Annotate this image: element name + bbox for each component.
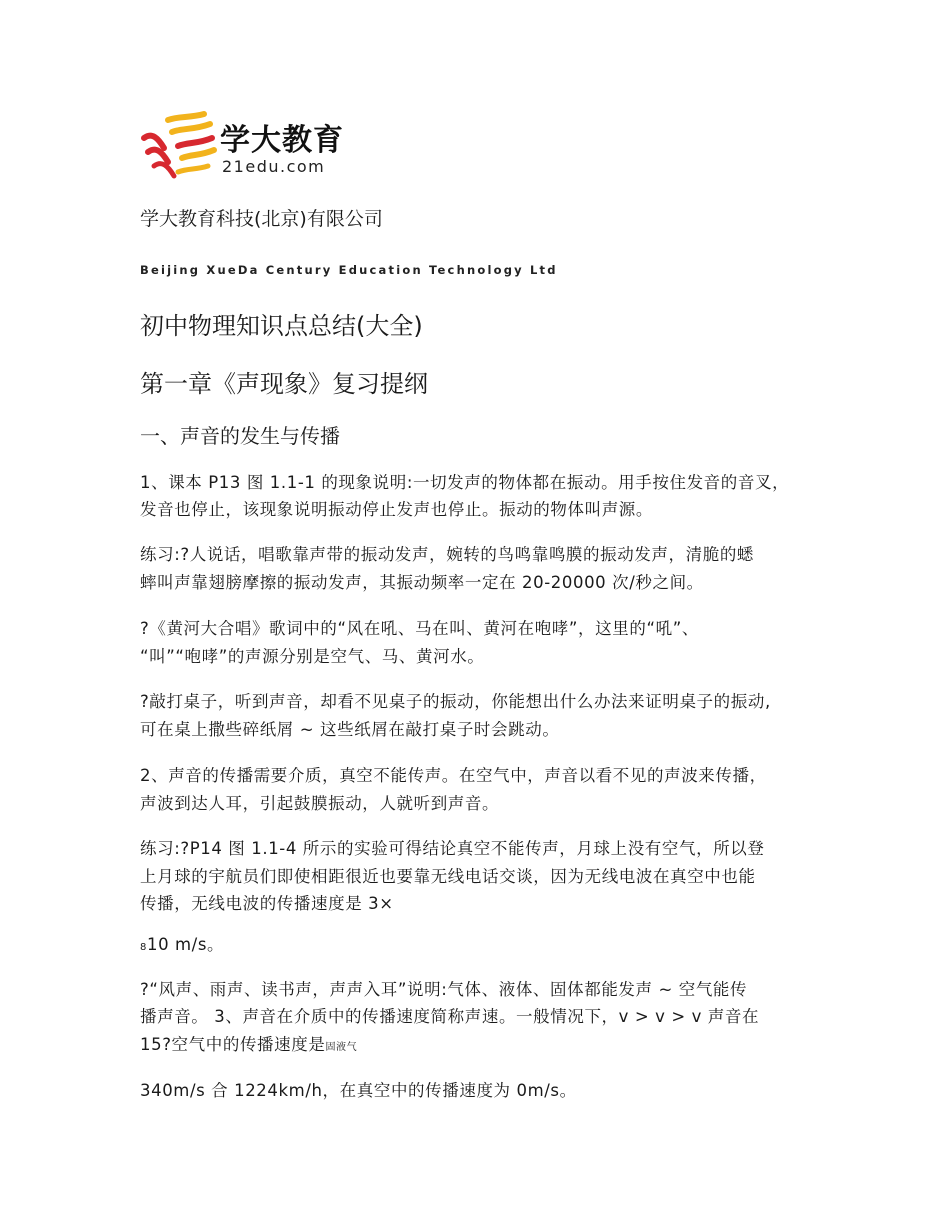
company-name-cn: 学大教育科技(北京)有限公司 bbox=[140, 208, 383, 230]
xueda-logo bbox=[138, 108, 358, 188]
chapter-title: 第一章《声现象》复习提纲 bbox=[140, 370, 428, 398]
paragraph-line: ?敲打桌子，听到声音，却看不见桌子的振动，你能想出什么办法来证明桌子的振动, bbox=[140, 692, 771, 711]
paragraph-line: “叫”“咆哮”的声源分别是空气、马、黄河水。 bbox=[140, 647, 485, 666]
paragraph-line: 340m/s 合 1224km/h，在真空中的传播速度为 0m/s。 bbox=[140, 1081, 577, 1100]
exponent-text: 8 bbox=[140, 942, 147, 953]
paragraph-line: 2、声音的传播需要介质，真空不能传声。在空气中，声音以看不见的声波来传播， bbox=[140, 766, 767, 785]
section-title: 一、声音的发生与传播 bbox=[140, 424, 340, 448]
paragraph-line: 练习:?人说话，唱歌靠声带的振动发声，婉转的鸟鸣靠鸣膜的振动发声，清脆的蟋 bbox=[140, 545, 755, 564]
speed-in-air-line bbox=[140, 1031, 357, 1055]
document-title: 初中物理知识点总结(大全) bbox=[140, 312, 423, 340]
speed-of-radio-line bbox=[140, 931, 224, 955]
paragraph-line: 发音也停止，该现象说明振动停止发声也停止。振动的物体叫声源。 bbox=[140, 500, 653, 519]
paragraph-line: ?《黄河大合唱》歌词中的“风在吼、马在叫、黄河在咆哮”，这里的“吼”、 bbox=[140, 619, 699, 638]
paragraph-line: 1、课本 P13 图 1.1-1 的现象说明:一切发声的物体都在振动。用手按住发音的音叉， bbox=[140, 473, 790, 492]
paragraph-line: 蟀叫声靠翅膀摩擦的振动发声，其振动频率一定在 20-20000 次/秒之间。 bbox=[140, 573, 704, 592]
paragraph-line: 可在桌上撒些碎纸屑 ~ 这些纸屑在敲打桌子时会跳动。 bbox=[140, 720, 560, 739]
xueda-logo-icon bbox=[138, 108, 218, 188]
paragraph-line: ?“风声、雨声、读书声，声声入耳”说明:气体、液体、固体都能发声 ~ 空气能传 bbox=[140, 980, 748, 999]
paragraph-line: 播声音。 3、声音在介质中的传播速度简称声速。一般情况下，v > v > v 声音在 bbox=[140, 1007, 760, 1026]
logo-brand-text: 学大教育 bbox=[220, 123, 344, 158]
subscript-note: 固液气 bbox=[325, 1042, 358, 1053]
logo-domain-text: 21edu.com bbox=[222, 157, 326, 176]
company-name-en: Beijing XueDa Century Education Technology Ltd bbox=[140, 263, 558, 277]
paragraph-line-text: 15?空气中的传播速度是 bbox=[140, 1035, 326, 1054]
speed-value-text: 10 m/s。 bbox=[146, 935, 225, 954]
paragraph-line: 上月球的宇航员们即使相距很近也要靠无线电话交谈，因为无线电波在真空中也能 bbox=[140, 867, 756, 886]
paragraph-line: 练习:?P14 图 1.1-4 所示的实验可得结论真空不能传声，月球上没有空气，所以登 bbox=[140, 839, 765, 858]
paragraph-line: 声波到达人耳，引起鼓膜振动，人就听到声音。 bbox=[140, 794, 500, 813]
paragraph-line: 传播，无线电波的传播速度是 3× bbox=[140, 894, 394, 913]
